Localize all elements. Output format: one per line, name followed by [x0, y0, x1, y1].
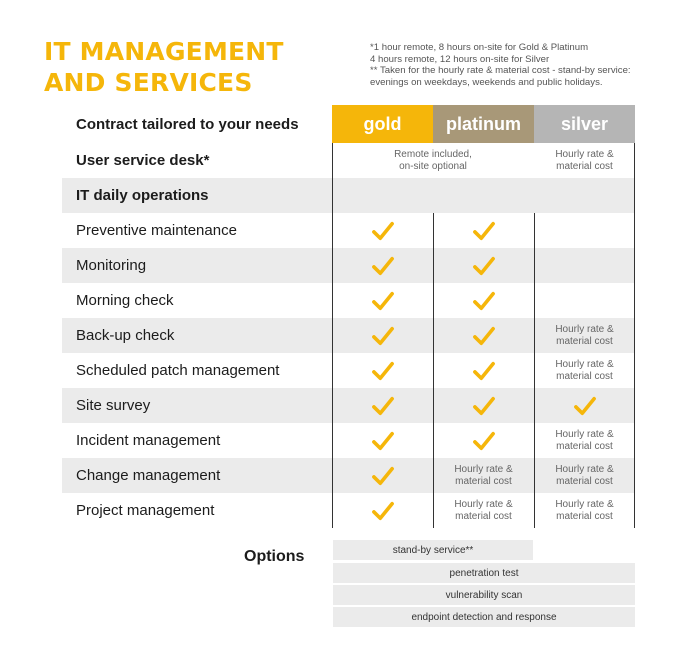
- feature-label: Project management: [76, 502, 215, 519]
- feature-label: Incident management: [76, 432, 221, 449]
- table-row: [62, 458, 635, 493]
- tier-silver-header: silver: [534, 105, 635, 143]
- table-row: [62, 318, 635, 353]
- platinum-cell: Hourly rate & material cost: [454, 464, 513, 487]
- tier-gold-header: gold: [332, 105, 433, 143]
- option-vulnerability-scan: vulnerability scan: [333, 585, 635, 605]
- feature-label: Back-up check: [76, 327, 175, 344]
- footnote-line: *1 hour remote, 8 hours on-site for Gold & Platinum: [370, 42, 589, 53]
- silver-cell: Hourly rate & material cost: [555, 464, 614, 487]
- gold-check-icon: [332, 283, 433, 318]
- silver-cell: Hourly rate & material cost: [555, 359, 614, 382]
- silver-cell: Hourly rate & material cost: [555, 499, 614, 522]
- gold-check-icon: [332, 458, 433, 493]
- column-divider: [332, 143, 333, 528]
- feature-label: Monitoring: [76, 257, 147, 274]
- platinum-check-icon: [433, 248, 534, 283]
- footnote-line: 4 hours remote, 12 hours on-site for Silver: [370, 53, 550, 65]
- feature-label: Preventive maintenance: [76, 222, 237, 239]
- silver-cell: [534, 283, 635, 318]
- option-endpoint-detection: endpoint detection and response: [333, 607, 635, 627]
- service-desk-label: User service desk*: [76, 152, 210, 169]
- gold-check-icon: [332, 493, 433, 528]
- gold-check-icon: [332, 388, 433, 423]
- feature-label: Site survey: [76, 397, 151, 414]
- column-divider: [534, 213, 535, 528]
- footnotes: [370, 42, 670, 88]
- table-row: [62, 423, 635, 458]
- comparison-table: [62, 105, 635, 528]
- platinum-check-icon: [433, 283, 534, 318]
- table-header-row: [62, 105, 635, 143]
- footnote-line: evenings on weekdays, weekends and public holidays.: [370, 76, 603, 88]
- column-divider: [634, 143, 635, 528]
- tier-platinum-header: platinum: [433, 105, 534, 143]
- feature-label: Morning check: [76, 292, 174, 309]
- platinum-check-icon: [433, 213, 534, 248]
- header-label: Contract tailored to your needs: [76, 115, 299, 133]
- platinum-check-icon: [433, 353, 534, 388]
- platinum-check-icon: [433, 318, 534, 353]
- service-desk-row: [62, 143, 635, 178]
- table-row: [62, 283, 635, 318]
- platinum-check-icon: [433, 388, 534, 423]
- service-desk-gold-platinum: Remote included, on-site optional: [394, 149, 472, 172]
- gold-check-icon: [332, 353, 433, 388]
- feature-label: Scheduled patch management: [76, 362, 280, 379]
- footnote-line: ** Taken for the hourly rate & material cost - stand-by service:: [370, 65, 631, 76]
- column-divider: [433, 213, 434, 528]
- silver-check-icon: [534, 388, 635, 423]
- option-standby-service: stand-by service**: [333, 540, 533, 560]
- table-row: [62, 213, 635, 248]
- gold-check-icon: [332, 423, 433, 458]
- silver-cell: Hourly rate & material cost: [555, 429, 614, 452]
- platinum-check-icon: [433, 423, 534, 458]
- page-title: [44, 36, 284, 98]
- silver-cell: Hourly rate & material cost: [555, 324, 614, 347]
- platinum-cell: Hourly rate & material cost: [454, 499, 513, 522]
- option-penetration-test: penetration test: [333, 563, 635, 583]
- gold-check-icon: [332, 318, 433, 353]
- table-row: [62, 353, 635, 388]
- feature-label: Change management: [76, 467, 221, 484]
- title-line-2: AND SERVICES: [44, 68, 253, 97]
- silver-cell: [534, 248, 635, 283]
- options-label: Options: [244, 548, 305, 565]
- table-row: [62, 248, 635, 283]
- gold-check-icon: [332, 248, 433, 283]
- table-row: [62, 388, 635, 423]
- table-row: [62, 493, 635, 528]
- daily-ops-row: [62, 178, 635, 213]
- service-desk-silver: Hourly rate & material cost: [555, 149, 614, 172]
- title-line-1: IT MANAGEMENT: [44, 37, 284, 66]
- daily-ops-label: IT daily operations: [76, 187, 209, 204]
- silver-cell: [534, 213, 635, 248]
- gold-check-icon: [332, 213, 433, 248]
